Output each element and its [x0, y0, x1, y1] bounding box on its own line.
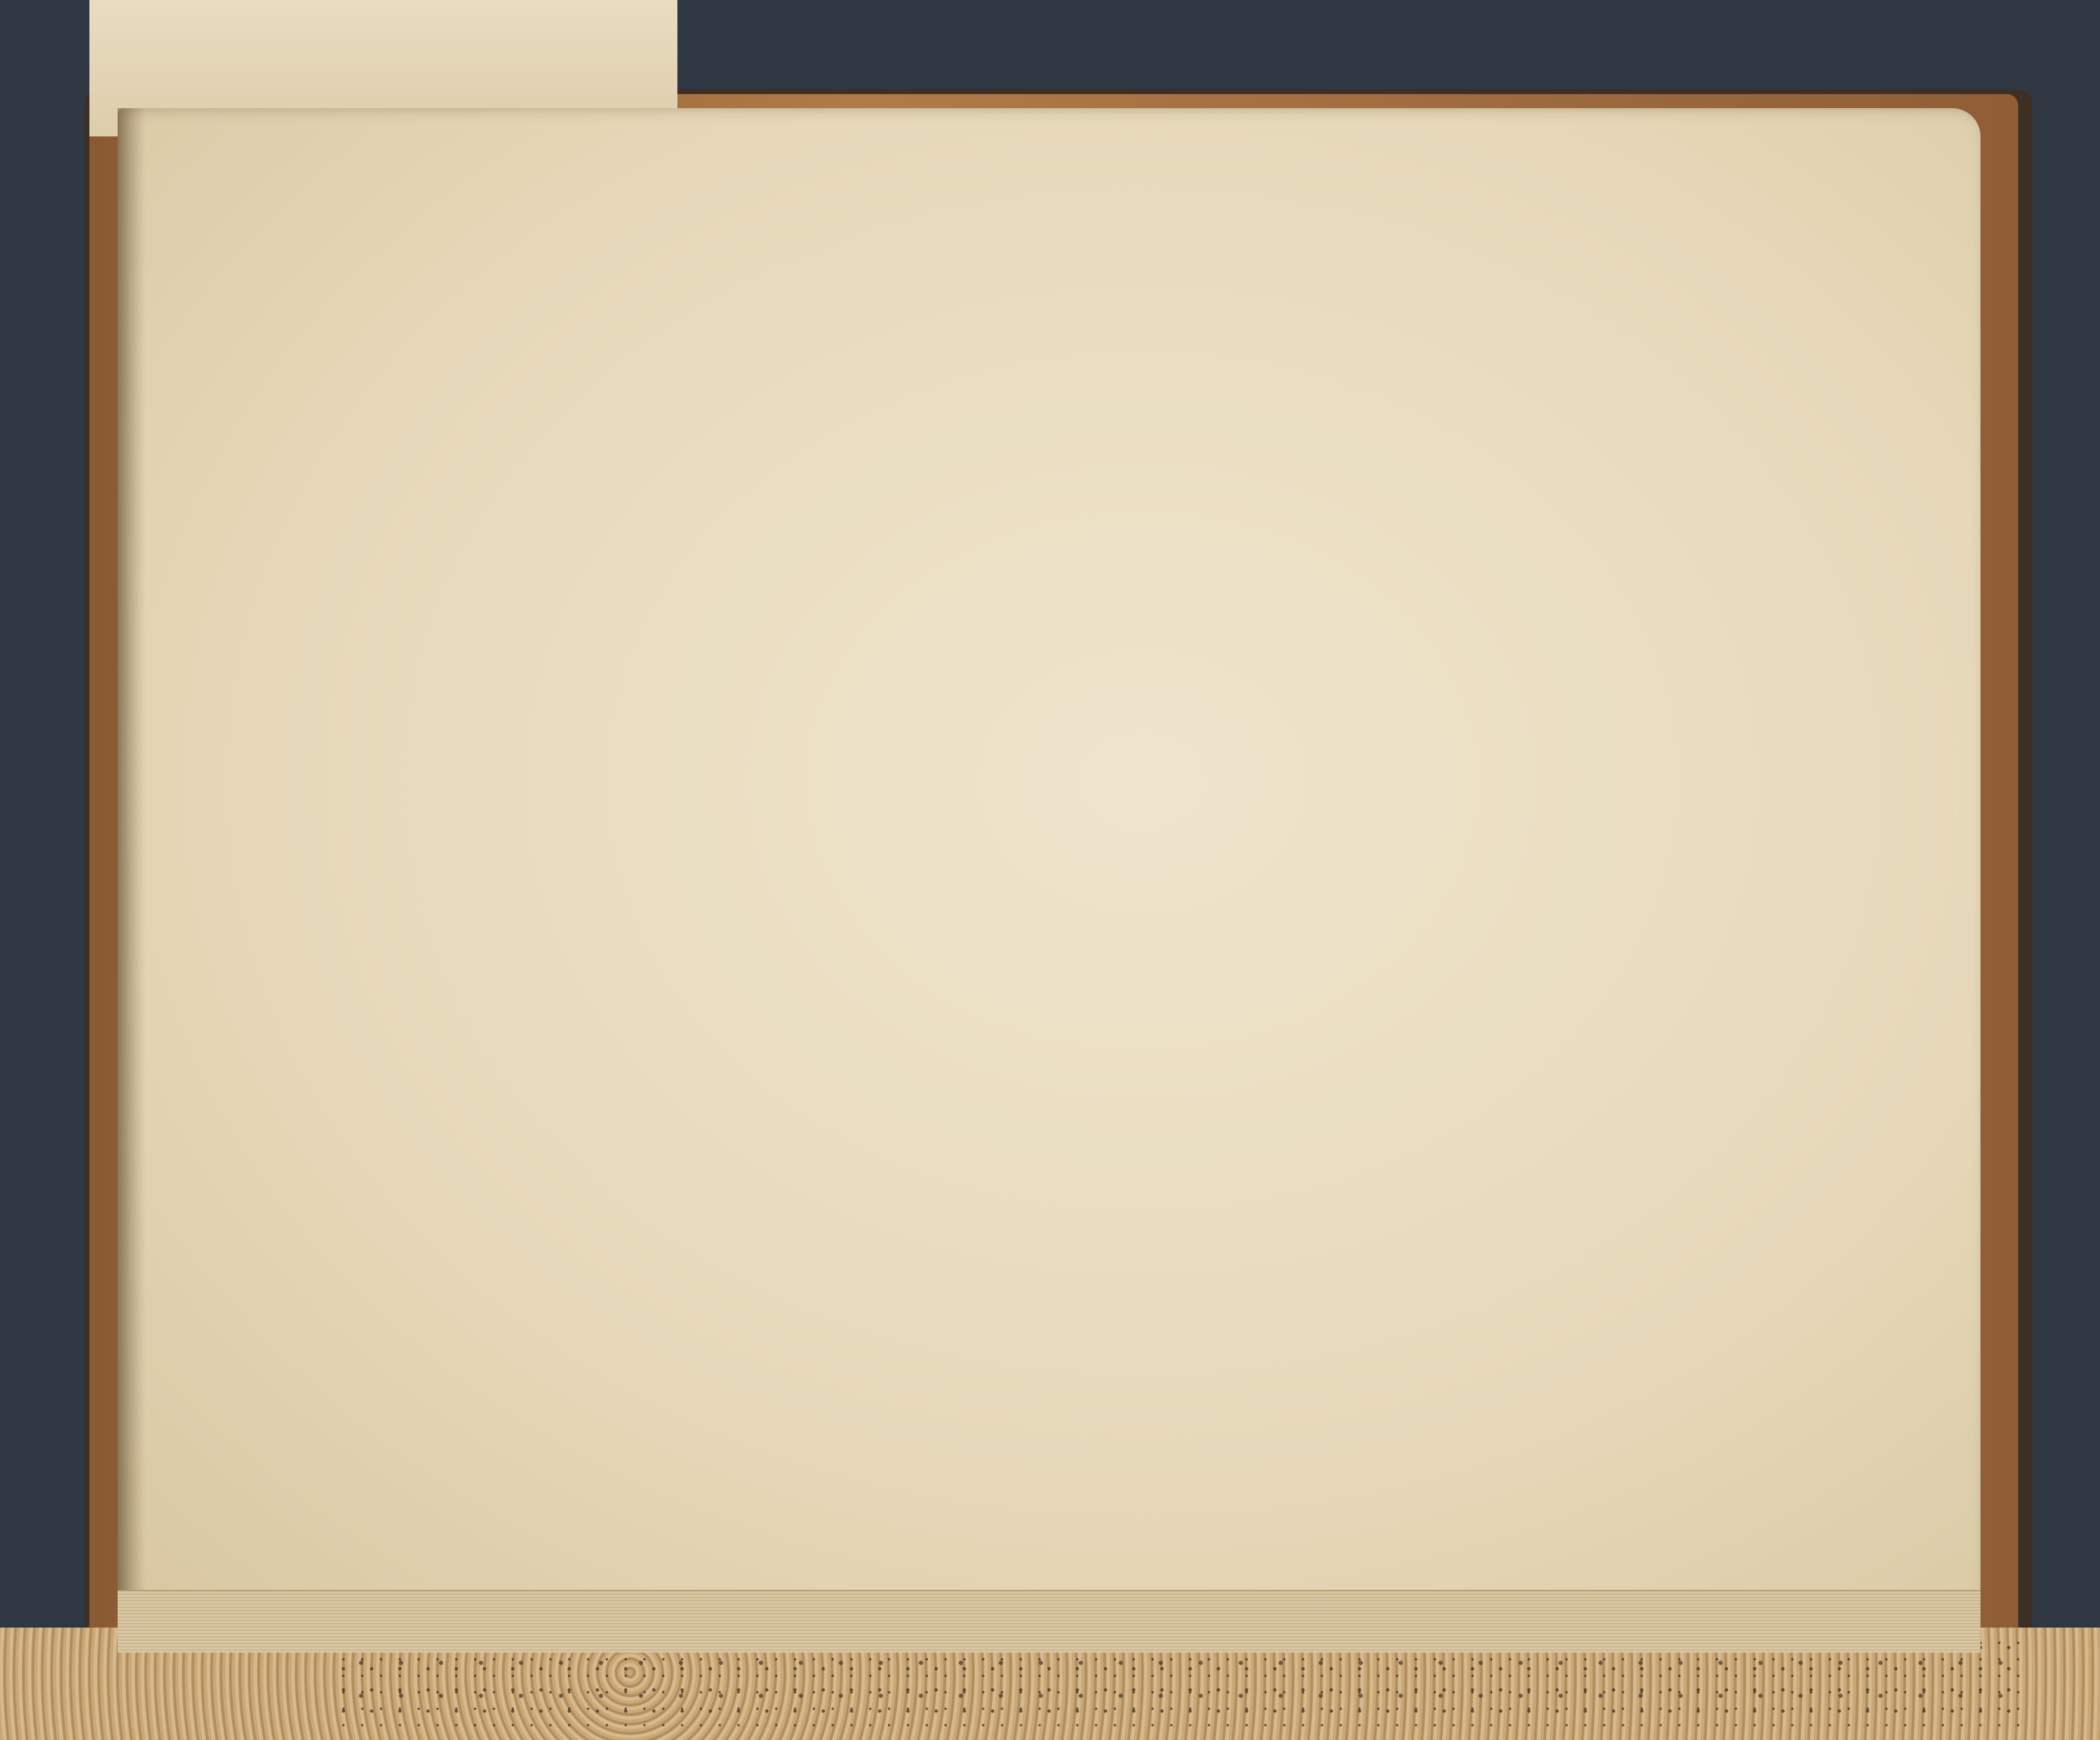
rotated-text-block — [294, 238, 1705, 1479]
chapter-heading — [1172, 238, 1244, 1649]
page-gutter — [118, 108, 146, 1604]
page-header — [1649, 238, 1705, 1649]
